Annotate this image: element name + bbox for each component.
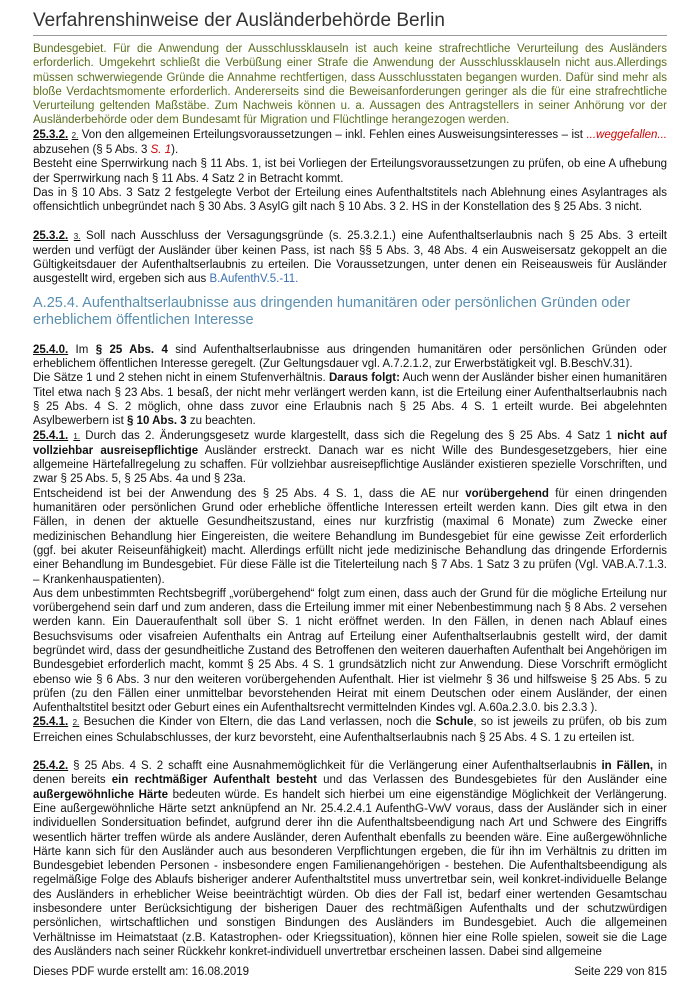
subsection-number: 1. — [73, 431, 81, 441]
bold-text: § 25 Abs. 4 — [95, 343, 168, 356]
paragraph-25-4-0 — [33, 343, 667, 372]
document-page — [33, 10, 667, 959]
subsection-number: 2. — [71, 130, 79, 140]
paragraph-text: Auch wenn der Ausländer bisher einen humanitären Titel etwa nach § 23 Abs. 1 besaß, der nicht mehr verlängert werden kann, ist die Erteilung einer Aufenthaltserlaubnis nach § 25 Abs. 4 S. 2 möglich, ohne dass zuvor eine Erlaubnis nach § 25 Abs. 4 S. 1 erteilt wurde. Bei abgelehnten Asylbewerbern ist — [33, 372, 667, 428]
paragraph-text: Besuchen die Kinder von Eltern, die das Land verlassen, noch die — [79, 716, 436, 729]
cross-reference-link[interactable]: B.AufenthV.5.-11. — [209, 273, 299, 286]
bold-text: Daraus folgt: — [328, 372, 400, 385]
paragraph-text: Aus dem unbestimmten Rechtsbegriff „vorübergehend“ folgt zum einen, dass auch der Grund für die mögliche Erteilung nur vorübergehend sein darf und zum anderen, dass die Erteilung immer mit einer Nebenbestimmung nach § 8 Abs. 2 versehen werden kann. Ein Daueraufenthalt soll über S. 1 nicht eröffnet werden. In den Fällen, in denen nach Ablauf eines Besuchsvisums oder visafreien Aufenthalts ein Antrag auf Erteilung einer Aufenthaltserlaubnis gestellt wird, der damit begründet wird, dass der gesundheitliche Zustand des Betroffenen den weiteren dauerhaften Aufenthalt bei Angehörigen im Bundesgebiet erforderlich macht, kommt § 25 Abs. 4 S. 1 grundsätzlich nicht zur Anwendung. Diese Vorschrift ermöglicht ebenso wie § 6 Abs. 3 nur den weiteren vorübergehenden Aufenthalt. Hier ist vielmehr § 36 und hilfsweise § 25 Abs. 5 zu prüfen (zu den Fällen einer unmittelbar bevorstehenden Heirat mit einem Deutschen oder einem Ausländer, der einen Aufenthaltstitel besitzt oder Geburt eines ein Aufenthaltsrecht vermittelnden Kindes vgl. A.60a.2.3.0. bis 2.3.3 ). — [33, 587, 667, 715]
paragraph-text: zu beachten. — [186, 415, 256, 428]
paragraph-text — [33, 487, 667, 587]
paragraph-text: Soll nach Ausschluss der Versagungsgründe (s. 25.3.2.1.) eine Aufenthaltserlaubnis nach § 25 Abs. 3 erteilt werden und verfügt der Ausländer über keinen Pass, ist nach §§ 5 Abs. 3, 48 Abs. 4 ein Ausweisersatz gekoppelt an die Gültigkeitsdauer der Aufenthaltserlaubnis zu erteilen. Die Voraussetzungen, unter denen ein Reiseausweis für Ausländer ausgestellt wird, ergeben sich aus — [33, 229, 667, 286]
paragraph-text: Von den allgemeinen Erteilungsvoraussetzungen – inkl. Fehlen eines Ausweisungsinteresses – ist — [78, 128, 587, 141]
paragraph-text: Im — [68, 343, 96, 356]
paragraph-text: und das Verlassen des Bundesgebietes für den Ausländer eine — [317, 774, 667, 787]
section-number: 25.3.2. — [33, 229, 69, 242]
paragraph-text: abzusehen (§ 5 Abs. 3 — [33, 144, 151, 157]
bold-text: ein rechtmäßiger Aufenthalt besteht — [111, 774, 317, 787]
bold-text: § 10 Abs. 3 — [126, 415, 187, 428]
section-number: 25.3.2. — [33, 128, 69, 141]
paragraph-25-3-2-2 — [33, 128, 667, 158]
paragraph-text: Entscheidend ist bei der Anwendung des § 25 Abs. 4 S. 1, dass die AE nur — [33, 487, 466, 500]
pdf-created-date: Dieses PDF wurde erstellt am: 16.08.2019 — [33, 966, 250, 978]
page-title: Verfahrenshinweise der Ausländerbehörde Berlin — [33, 10, 667, 36]
paragraph-text: Die Sätze 1 und 2 stehen nicht in einem Stufenverhältnis. — [33, 372, 329, 385]
paragraph-25-4-2 — [33, 759, 667, 959]
subsection-number: 3. — [73, 231, 81, 241]
paragraph-25-3-2-3 — [33, 229, 667, 287]
paragraph-text: § 25 Abs. 4 S. 2 schafft eine Ausnahmemöglichkeit für die Verlängerung einer Aufenthaltserlaubnis — [68, 760, 602, 773]
bold-text: in Fällen, — [601, 760, 654, 773]
paragraph-text: Durch das 2. Änderungsgesetz wurde klargestellt, dass sich die Regelung des § 25 Abs. 4 Satz 1 — [80, 429, 618, 442]
section-number: 25.4.1. — [33, 429, 69, 442]
paragraph-text: , so ist jeweils zu prüfen, ob bis zum Erreichen eines Schulabschlusses, der kurz bevorsteht, eine Aufenthaltserlaubnis nach § 25 Abs. 4 S. 1 zu erteilen ist. — [33, 716, 667, 744]
paragraph-text: Besteht eine Sperrwirkung nach § 11 Abs. 1, ist bei Vorliegen der Erteilungsvoraussetzungen zu prüfen, ob eine A ufhebung der Sperrwirkung nach § 11 Abs. 4 Satz 2 in Betracht kommt. — [33, 158, 667, 185]
paragraph-text — [33, 371, 667, 428]
paragraph-text: für einen dringenden humanitären oder persönlichen Grund oder erhebliche öffentliche Interessen erteilt werden kann. Dies gilt etwa in den Fällen, in denen der aktuelle Gesundheitszustand, eines nur kurzfristig (maximal 6 Monate) zum Zwecke einer medizinischen Behandlung hier Eingereisten, die weitere Behandlung im Bundesgebiet für eine gewisse Zeit erforderlich (ggf. bei akuter Reiseunfähigkeit) macht. Allerdings erfüllt nicht jede medizinische Behandlung das dringende Erfordernis einer Behandlung im Bundesgebiet. Für diese Fälle ist die Titelerteilung nach § 7 Abs. 1 Satz 3 zu prüfen (Vgl. VAB.A.7.1.3. – Krankenhauspatienten). — [33, 487, 667, 586]
removed-text-marker: ...weggefallen... — [586, 128, 668, 141]
section-number: 25.4.1. — [33, 716, 69, 729]
paragraph-text: sind Aufenthaltserlaubnisse aus dringenden humanitären oder persönlichen Gründen oder erheblichem öffentlichen Interesse geregelt. (Zur Geltungsdauer vgl. A.7.2.1.2, zur Erwerbstätigkeit vgl. B.BeschV.31). — [33, 343, 668, 371]
section-heading: A.25.4. Aufenthaltserlaubnisse aus dringenden humanitären oder persönlichen Gründen oder erheblichem öffentlichen Interesse — [33, 294, 631, 328]
paragraph-text: bedeuten würde. Es handelt sich hierbei um eine eigenständige Möglichkeit der Verlängerung. Eine außergewöhnliche Härte setzt anknüpfend an Nr. 25.4.2.4.1 AufenthG-VwV voraus, dass der Ausländer sich in einer individuellen Sondersituation befindet, aufgrund derer ihn die Aufenthaltsbeendigung nach Art und Schwere des Eingriffs wesentlich härter treffen würde als andere Ausländer, deren Aufenthalt ebenfalls zu beenden wäre. Eine außergewöhnliche Härte kann sich für den Ausländer auch aus besonderen Verpflichtungen ergeben, die für ihn im Verhältnis zu dritten im Bundesgebiet lebenden Personen - insbesondere engen Familienangehörigen - bestehen. Die Aufenthaltsbeendigung als regelmäßige Folge des Ablaufs bisheriger anderer Aufenthaltstitel muss unvertretbar sein, weil konkret-individuelle Belange des Ausländers in erheblicher Weise beeinträchtigt würden. Ob dies der Fall ist, bedarf einer wertenden Gesamtschau insbesondere unter Berücksichtigung der bisherigen Dauer des rechtmäßigen Aufenthalts und der schutzwürdigen persönlichen, wirtschaftlichen und sonstigen Bindungen des Ausländers im Bundesgebiet. Auch die allgemeinen Verhältnisse im Heimatstaat (z.B. Katastrophen- oder Kriegssituation), können hier eine Rolle spielen, soweit sie die Lage des Ausländers nach seiner Rückkehr konkret-individuell unvertretbar erscheinen lassen. Dabei sind allgemeine — [33, 788, 667, 958]
bold-text: nicht auf vollziehbar ausreisepflichtige — [33, 429, 668, 457]
paragraph-text: in denen bereits — [33, 760, 667, 787]
subsection-number: 2. — [72, 718, 80, 728]
bold-text: außergewöhnliche Härte — [33, 788, 168, 801]
paragraph-text: Das in § 10 Abs. 3 Satz 2 festgelegte Verbot der Erteilung eines Aufenthaltstitels nach Ablehnung eines Asylantrages als offensichtlich unbegründet nach § 30 Abs. 3 AsylG gilt nach § 10 Abs. 3 2. HS in der Konstellation des § 25 Abs. 3 nicht. — [33, 186, 667, 214]
bold-text: Schule — [435, 716, 474, 729]
bold-text: vorübergehend — [465, 487, 549, 500]
section-number: 25.4.0. — [33, 343, 69, 356]
intro-paragraph: Bundesgebiet. Für die Anwendung der Ausschlussklauseln ist auch keine strafrechtliche Verurteilung des Ausländers erforderlich. Umgekehrt schließt die Verbüßung einer Strafe die Anwendung der Ausschlussklauseln nicht aus.Allerdings müssen schwerwiegende Gründe die Annahme rechtfertigen, dass Ausschlusstaten begangen wurden. Dafür sind mehr als bloße Verdachtsmomente erforderlich. Andererseits sind die Beweisanforderungen geringer als die für eine strafrechtliche Verurteilung geltenden Maßstäbe. Zum Nachweis können u. a. Aussagen des Antragstellers in seiner Anhörung vor der Ausländerbehörde oder dem Bundesamt für Migration und Flüchtlinge herangezogen werden. — [33, 43, 667, 127]
page-number: Seite 229 von 815 — [574, 966, 667, 978]
paragraph-text: ). — [171, 144, 179, 157]
amended-reference: S. 1 — [150, 144, 172, 157]
page-footer — [33, 966, 667, 978]
paragraph-25-4-1-2 — [33, 715, 667, 745]
section-number: 25.4.2. — [33, 760, 69, 773]
paragraph-text: Ausländer erstreckt. Danach war es nicht Wille des Bundesgesetzgebers, hier eine allgemeine Härtefallregelung zu schaffen. Für vollziehbar ausreisepflichtige Ausländer existieren spezielle Vorschriften, und zwar § 25 Abs. 5, § 25 Abs. 4a und § 23a. — [33, 444, 667, 486]
paragraph-25-4-1-1 — [33, 429, 667, 487]
